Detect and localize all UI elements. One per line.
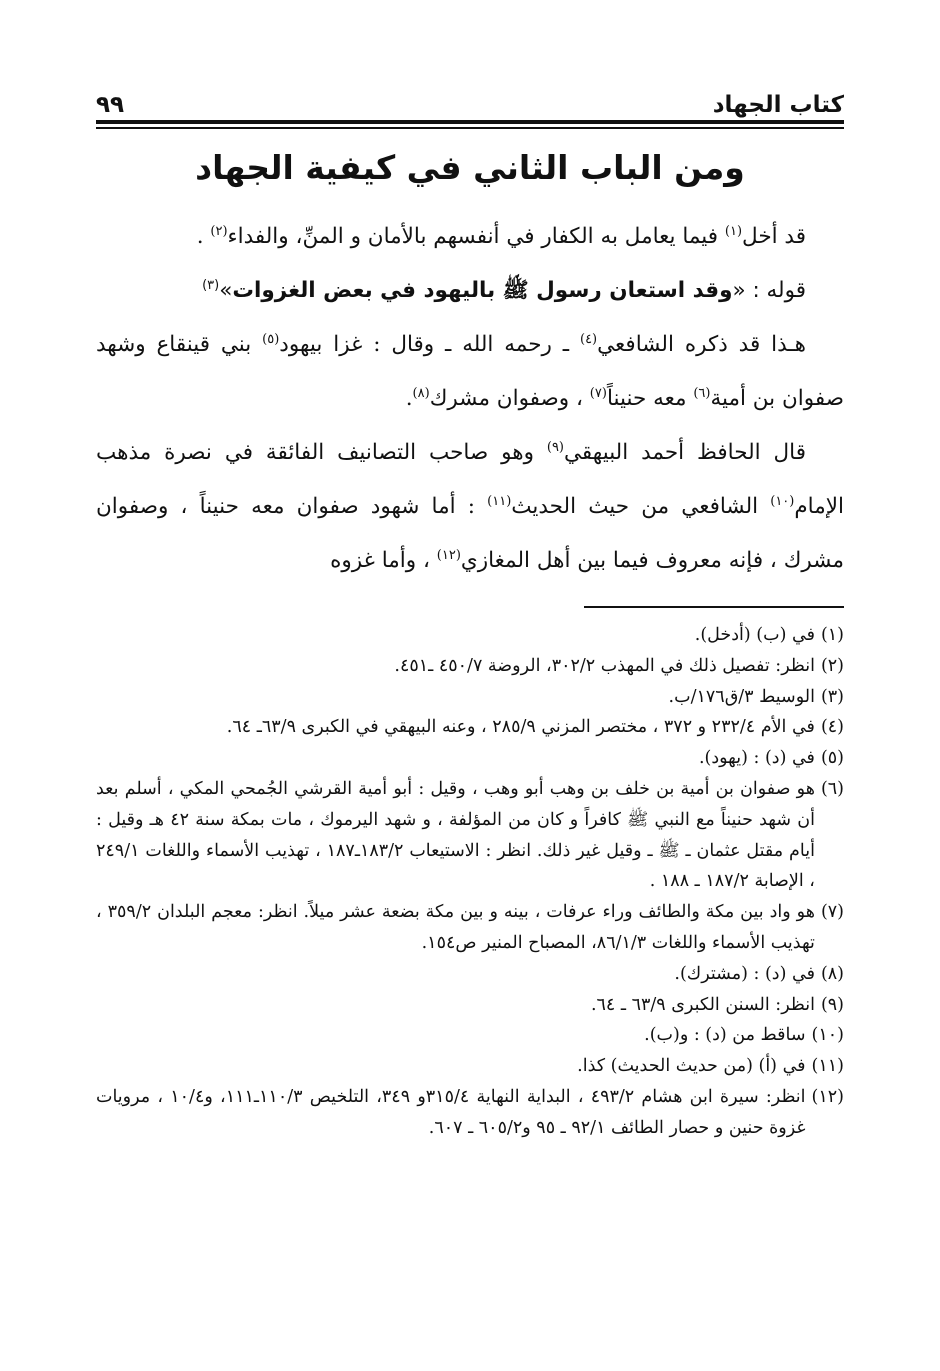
text-run: هـذا قد ذكره الشافعي	[597, 332, 806, 357]
footnote-ref: (٦)	[693, 385, 711, 401]
footnote-number: (٦)	[820, 778, 844, 799]
footnote	[96, 959, 844, 990]
footnote-ref: (١)	[724, 223, 743, 239]
footnote	[96, 1082, 844, 1144]
footnote-number: (٣)	[820, 686, 844, 707]
footnote-number: (١١)	[811, 1056, 844, 1077]
footnote-ref: (١١)	[487, 493, 512, 509]
footnote-number: (١٢)	[811, 1086, 844, 1107]
footnote-text: الوسيط ٣/ق١٧٦/ب.	[668, 686, 815, 707]
footnote-ref: (٨)	[412, 385, 430, 401]
text-run: قد أخل	[742, 224, 806, 249]
paragraph-2	[96, 264, 844, 318]
text-run: ـ رحمه الله ـ وقال : غزا بيهود	[279, 332, 580, 357]
footnote	[96, 682, 844, 713]
text-run: : أما شهود صفوان معه حنيناً ، وصفوان مشرك ، فإنه معروف فيما بين أهل المغازي	[96, 494, 844, 573]
footnote-number: (١٠)	[811, 1025, 844, 1046]
footnote-number: (٤)	[820, 717, 844, 738]
text-run: الشافعي من حيث الحديث	[511, 494, 771, 519]
footnote-text: انظر: السنن الكبرى ٦٣/٩ ـ ٦٤.	[590, 994, 815, 1015]
footnote-ref: (٧)	[589, 385, 607, 401]
paragraph-4	[96, 426, 844, 588]
footnote-number: (٢)	[820, 655, 844, 676]
text-run: قال الحافظ أحمد البيهقي	[564, 440, 806, 465]
running-header	[96, 82, 844, 118]
footnote-text: في (أ) (من حديث الحديث) كذا.	[577, 1056, 806, 1077]
paragraph-1	[96, 210, 844, 264]
footnote	[96, 651, 844, 682]
text-run: وهو صاحب التصانيف الفائقة في نصرة مذهب الإمام	[96, 440, 844, 519]
header-title: كتاب الجهاد	[712, 92, 844, 118]
text-run: بني قينقاع وشهد صفوان بن أمية	[96, 332, 844, 411]
text-run: ، وصفوان مشرك	[429, 386, 590, 411]
footnote	[96, 774, 844, 897]
footnote-ref: (١٠)	[770, 493, 795, 509]
footnote-ref: (٢)	[210, 223, 228, 239]
footnote-number: (٨)	[820, 963, 844, 984]
footnote-text: في (ب) (أدخل).	[694, 625, 815, 645]
footnote-text: في الأم ٢٣٢/٤ و ٣٧٢ ، مختصر المزني ٢٨٥/٩ ، وعنه البيهقي في الكبرى ٦٣/٩ـ ٦٤.	[226, 717, 815, 738]
quoted-text: وقد استعان رسول ﷺ باليهود في بعض الغزوات	[232, 278, 733, 303]
footnote-number: (١)	[820, 625, 844, 645]
footnote	[96, 1020, 844, 1051]
footnote-text: انظر: تفصيل ذلك في المهذب ٣٠٢/٢، الروضة ٤٥٠/٧ ـ٤٥١.	[394, 655, 815, 676]
footnote-separator	[584, 606, 844, 608]
footnote-ref: (١٢)	[436, 547, 461, 563]
text-run: قوله : «	[732, 278, 806, 303]
footnote-text: في (د) : (يهود).	[698, 748, 815, 769]
footnote	[96, 743, 844, 774]
footnote-text: في (د) : (مشترك).	[674, 963, 815, 984]
text-run: .	[196, 224, 211, 249]
text-run: ، وأما غزوه	[330, 548, 437, 573]
chapter-title: ومن الباب الثاني في كيفية الجهاد	[195, 148, 745, 187]
footnotes	[96, 620, 844, 1144]
footnote	[96, 712, 844, 743]
footnote	[96, 1051, 844, 1082]
text-run: »	[219, 278, 233, 303]
text-run: فيما يعامل به الكفار في أنفسهم بالأمان و المنِّ، والفداء	[227, 224, 725, 249]
footnote-text: هو واد بين مكة والطائف وراء عرفات ، بينه و بين مكة بضعة عشر ميلاً. انظر: معجم البلدان ٣٥٩/٢ ، تهذيب الأسماء واللغات ٨٦/١/٣، المصباح المنير ص١٥٤.	[96, 902, 815, 953]
footnote-ref: (٤)	[579, 331, 598, 347]
footnote	[96, 620, 844, 651]
paragraph-3	[96, 318, 844, 426]
page-number: ٩٩	[96, 92, 125, 118]
header-rule	[96, 120, 844, 129]
footnote-number: (٩)	[820, 994, 844, 1015]
footnote-number: (٥)	[820, 748, 844, 769]
footnote-number: (٧)	[820, 902, 844, 923]
footnote	[96, 897, 844, 959]
footnote-text: ساقط من (د) : و(ب).	[644, 1025, 806, 1046]
text-run: .	[405, 386, 413, 411]
footnote-ref: (٣)	[202, 277, 220, 293]
footnote-ref: (٩)	[546, 439, 564, 455]
footnote-text: انظر: سيرة ابن هشام ٤٩٣/٢ ، البداية النهاية ٣١٥/٤و ٣٤٩، التلخيص ١١٠/٣ـ١١١، و١٠/٤ ، مرويات غزوة حنين و حصار الطائف ٩٢/١ ـ ٩٥ و٦٠٥/٢ ـ ٦٠٧.	[96, 1086, 806, 1138]
footnote	[96, 990, 844, 1021]
footnote-text: هو صفوان بن أمية بن خلف بن وهب أبو وهب ، وقيل : أبو أمية القرشي الجُمحي المكي ، أسلم بعد أن شهد حنيناً مع النبي ﷺ كافراً و كان من المؤلفة ، و شهد اليرموك ، مات بمكة سنة ٤٢ هـ وقيل : أيام مقتل عثمان ـ ﷺ ـ وقيل غير ذلك. انظر : الاستيعاب ١٨٣/٢ـ١٨٧ ، تهذيب الأسماء واللغات ٢٤٩/١ ، الإصابة ١٨٧/٢ ـ ١٨٨ .	[96, 778, 815, 892]
body-text	[96, 210, 844, 588]
footnote-ref: (٥)	[262, 331, 280, 347]
text-run: معه حنيناً	[606, 386, 694, 411]
